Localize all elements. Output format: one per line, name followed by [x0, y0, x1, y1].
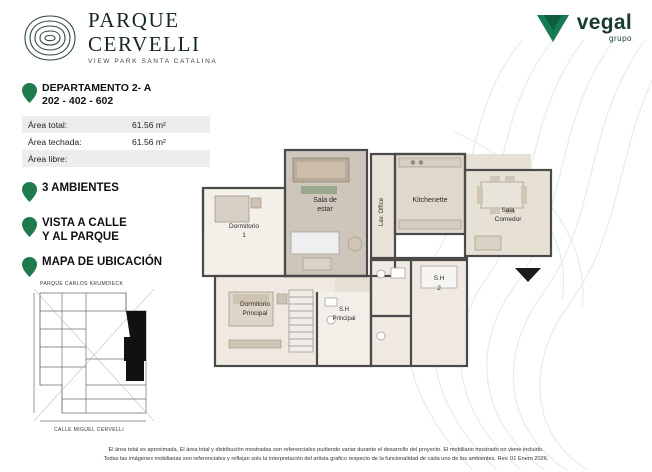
- area-value-techada: 61.56 m²: [132, 136, 166, 147]
- map-pin-icon: [22, 83, 37, 103]
- unit-numbers: 202 - 402 - 602: [42, 95, 114, 108]
- brand-line-2: CERVELLI: [88, 32, 201, 56]
- footer-line-2: Todas las imágenes mobiliarias son referenciales y reflejan solo la interpretación del artista grafico respecto de la funcionalidad de cada uno de los ambientes. Rev. 01 Enero 2026.: [103, 455, 549, 462]
- table-row: [22, 133, 210, 150]
- footer-line-1: El área total es aproximada. El área total y distribución mostradas son referenciales pudiendo variar durante el desarrollo del proyecto. El mobiliario mostrado no viene incluido.: [108, 446, 544, 453]
- floorplan: [185, 140, 585, 380]
- room-label-kitchenette: Kitchenette: [412, 197, 448, 204]
- brand-line-1: PARQUE: [88, 8, 180, 32]
- map-pin-icon: [22, 257, 37, 277]
- location-map-drawing: [26, 281, 206, 433]
- project-brand: [22, 10, 217, 66]
- location-map-figure: [26, 281, 206, 433]
- room-label-dorm-principal-line1: Dormitorio: [240, 301, 270, 308]
- room-label-sh-principal-line1: S.H: [338, 307, 350, 313]
- unit-heading: [22, 82, 218, 108]
- unit-title: DEPARTAMENTO 2- A: [42, 82, 152, 94]
- table-row: [22, 116, 210, 133]
- developer-sub: grupo: [609, 34, 632, 43]
- room-label-sala-estar-line1: Sala de: [313, 197, 337, 204]
- room-label-lav-office: Lav. Office: [379, 197, 385, 227]
- room-label-sh2-line2: 2: [437, 285, 441, 292]
- area-label-total: Área total:: [28, 119, 68, 130]
- table-row: [22, 150, 210, 167]
- location-map-title: MAPA DE UBICACIÓN: [42, 256, 163, 269]
- feature-ambientes-label: 3 AMBIENTES: [42, 182, 119, 195]
- room-label-sala-comedor-line2: Comedor: [494, 216, 522, 223]
- brand-tagline: VIEW PARK SANTA CATALINA: [88, 58, 218, 65]
- location-map-street-bottom: CALLE MIGUEL CERVELLI: [54, 427, 125, 434]
- room-label-dorm-principal-line2: Principal: [242, 310, 268, 317]
- footer-disclaimer: [0, 446, 652, 464]
- room-label-dormitorio-1-line2: 1: [242, 232, 246, 239]
- room-label-sala-estar-line2: estar: [317, 206, 333, 213]
- developer-logo: [536, 12, 632, 43]
- feature-vista-line1: VISTA A CALLE: [42, 217, 127, 230]
- room-label-sh2-line1: S.H: [433, 275, 445, 282]
- triangle-icon: [536, 13, 570, 43]
- area-table: [22, 116, 210, 167]
- room-label-dormitorio-1-line1: Dormitorio: [229, 223, 259, 230]
- contour-rings-icon: [22, 12, 78, 64]
- location-map-street-top: PARQUE CARLOS KRUMDIECK: [40, 281, 124, 288]
- map-pin-icon: [22, 217, 37, 237]
- area-label-techada: Área techada:: [28, 136, 82, 147]
- north-arrow-icon: [515, 268, 541, 282]
- area-value-total: 61.56 m²: [132, 119, 166, 130]
- map-pin-icon: [22, 182, 37, 202]
- room-label-sala-comedor-line1: Sala: [501, 207, 515, 214]
- room-label-sh-principal-line2: Principal: [332, 316, 356, 322]
- stairs: [289, 290, 313, 352]
- feature-vista-line2: Y AL PARQUE: [42, 231, 119, 244]
- developer-name: vegal: [576, 11, 632, 34]
- area-label-libre: Área libre:: [28, 153, 68, 164]
